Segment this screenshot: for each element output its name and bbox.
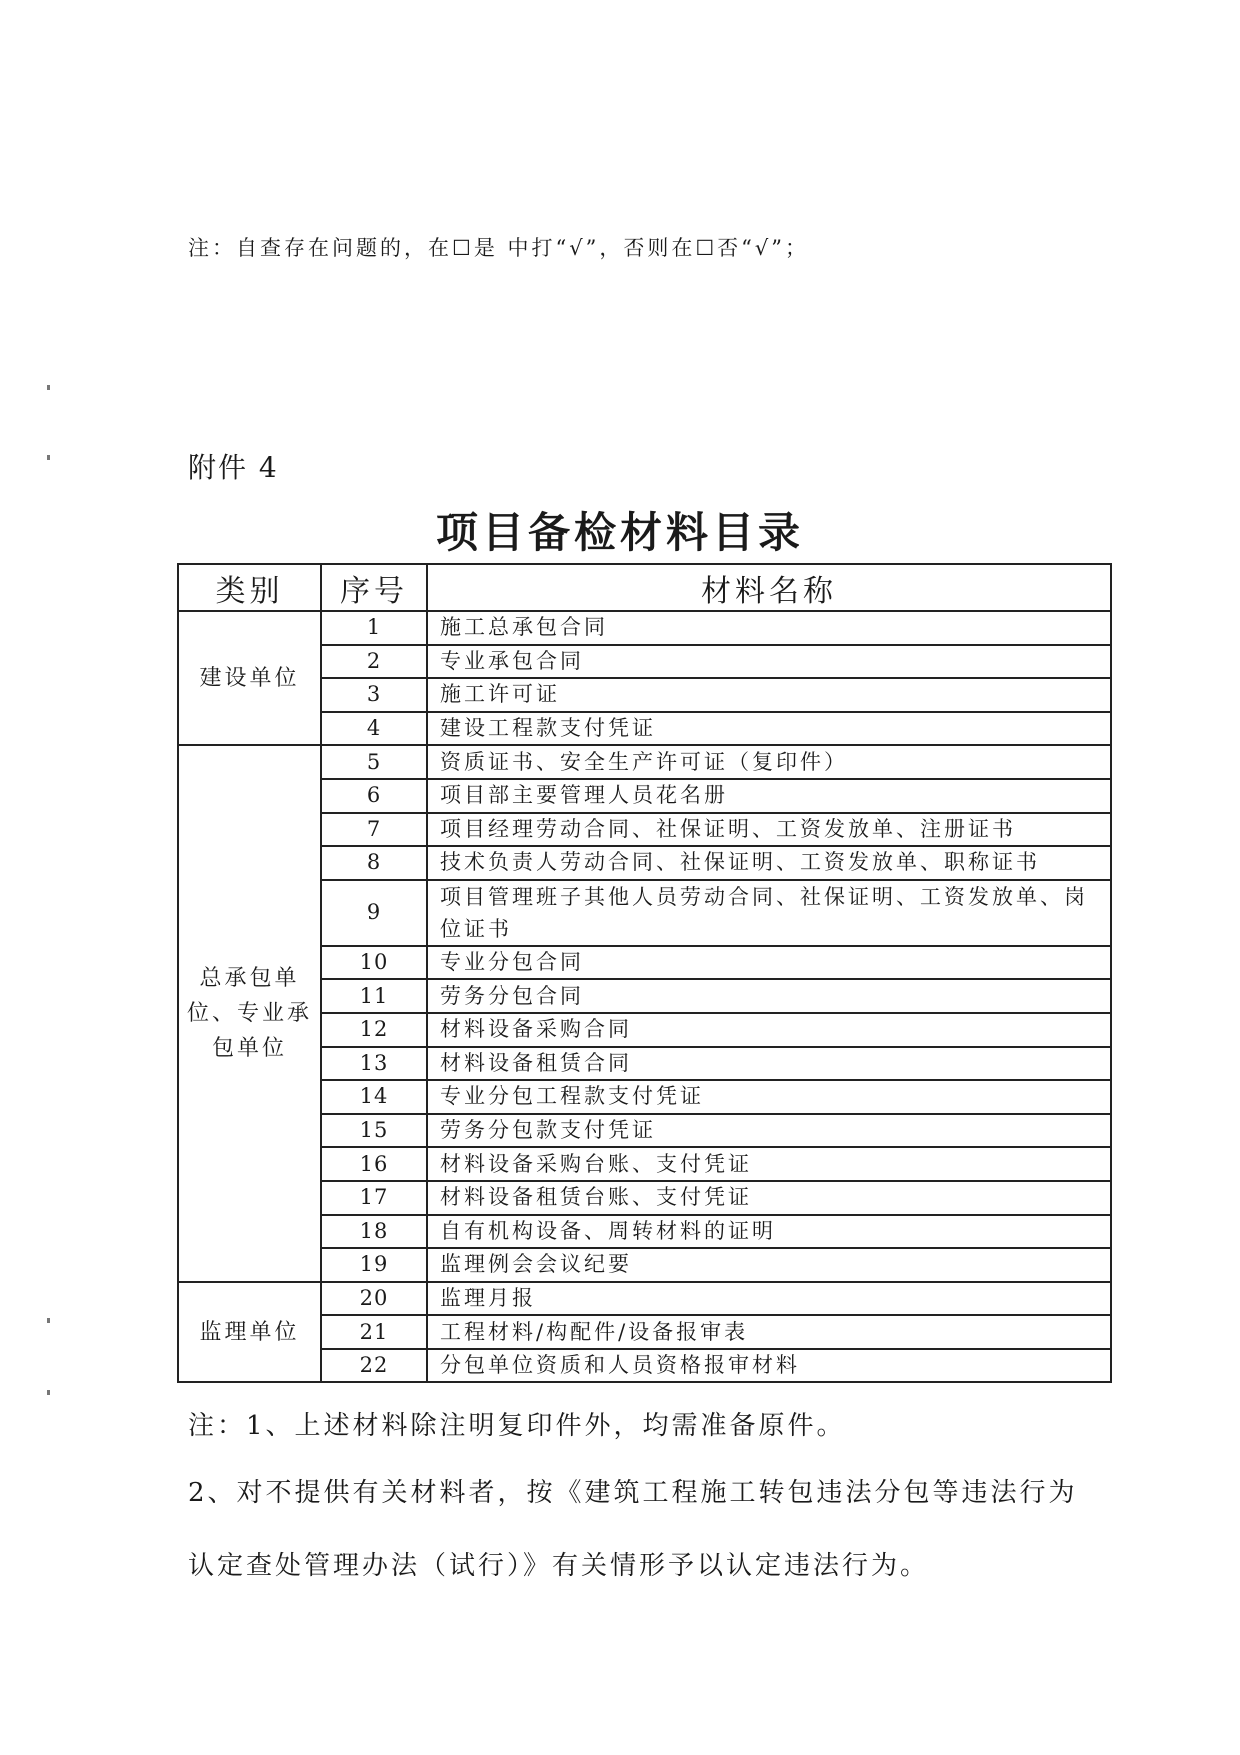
- document-title: 项目备检材料目录: [435, 508, 804, 557]
- row-number: 5: [321, 745, 427, 779]
- top-note: 注：自查存在问题的，在☐是 中打“√”，否则在☐否“√”；: [188, 236, 810, 260]
- material-name: 专业分包工程款支付凭证: [427, 1080, 1111, 1114]
- category-cell: 总承包单位、专业承包单位: [178, 745, 321, 1281]
- scan-speck: [47, 1318, 50, 1323]
- footnote-line-2: 2、对不提供有关材料者，按《建筑工程施工转包违法分包等违法行为: [188, 1478, 1078, 1508]
- table-row: [178, 745, 1111, 779]
- row-number: 3: [321, 678, 427, 712]
- table-header-row: [178, 564, 1111, 611]
- row-number: 22: [321, 1349, 427, 1383]
- material-name: 材料设备采购合同: [427, 1013, 1111, 1047]
- material-name: 劳务分包款支付凭证: [427, 1114, 1111, 1148]
- row-number: 15: [321, 1114, 427, 1148]
- row-number: 4: [321, 712, 427, 746]
- material-name: 项目管理班子其他人员劳动合同、社保证明、工资发放单、岗位证书: [427, 880, 1111, 946]
- table-row: [178, 1282, 1111, 1316]
- footnote-line-1: 注：1、上述材料除注明复印件外，均需准备原件。: [188, 1411, 846, 1441]
- row-number: 11: [321, 979, 427, 1013]
- material-name: 技术负责人劳动合同、社保证明、工资发放单、职称证书: [427, 846, 1111, 880]
- category-cell: 建设单位: [178, 611, 321, 745]
- row-number: 16: [321, 1147, 427, 1181]
- category-cell: 监理单位: [178, 1282, 321, 1383]
- material-name: 资质证书、安全生产许可证（复印件）: [427, 745, 1111, 779]
- material-name: 分包单位资质和人员资格报审材料: [427, 1349, 1111, 1383]
- material-name: 专业分包合同: [427, 946, 1111, 980]
- row-number: 12: [321, 1013, 427, 1047]
- row-number: 10: [321, 946, 427, 980]
- material-name: 劳务分包合同: [427, 979, 1111, 1013]
- attachment-label: 附件 4: [188, 451, 279, 484]
- row-number: 21: [321, 1315, 427, 1349]
- material-name: 材料设备租赁合同: [427, 1047, 1111, 1081]
- material-name: 材料设备采购台账、支付凭证: [427, 1147, 1111, 1181]
- row-number: 1: [321, 611, 427, 645]
- header-category: 类别: [178, 564, 321, 611]
- row-number: 14: [321, 1080, 427, 1114]
- scan-speck: [47, 455, 50, 460]
- row-number: 17: [321, 1181, 427, 1215]
- row-number: 6: [321, 779, 427, 813]
- header-number: 序号: [321, 564, 427, 611]
- material-name: 项目经理劳动合同、社保证明、工资发放单、注册证书: [427, 813, 1111, 847]
- material-name: 自有机构设备、周转材料的证明: [427, 1215, 1111, 1249]
- material-name: 施工总承包合同: [427, 611, 1111, 645]
- row-number: 13: [321, 1047, 427, 1081]
- row-number: 8: [321, 846, 427, 880]
- material-name: 材料设备租赁台账、支付凭证: [427, 1181, 1111, 1215]
- material-name: 监理例会会议纪要: [427, 1248, 1111, 1282]
- row-number: 2: [321, 645, 427, 679]
- row-number: 19: [321, 1248, 427, 1282]
- material-name: 项目部主要管理人员花名册: [427, 779, 1111, 813]
- table-row: [178, 611, 1111, 645]
- material-name: 施工许可证: [427, 678, 1111, 712]
- material-name: 监理月报: [427, 1282, 1111, 1316]
- footnote-line-3: 认定查处管理办法（试行）》有关情形予以认定违法行为。: [188, 1551, 930, 1581]
- scan-speck: [47, 385, 50, 390]
- material-name: 建设工程款支付凭证: [427, 712, 1111, 746]
- row-number: 7: [321, 813, 427, 847]
- material-name: 专业承包合同: [427, 645, 1111, 679]
- scan-speck: [47, 1390, 50, 1395]
- row-number: 20: [321, 1282, 427, 1316]
- materials-table: [177, 563, 1112, 1383]
- material-name: 工程材料/构配件/设备报审表: [427, 1315, 1111, 1349]
- row-number: 9: [321, 880, 427, 946]
- header-material-name: 材料名称: [427, 564, 1111, 611]
- row-number: 18: [321, 1215, 427, 1249]
